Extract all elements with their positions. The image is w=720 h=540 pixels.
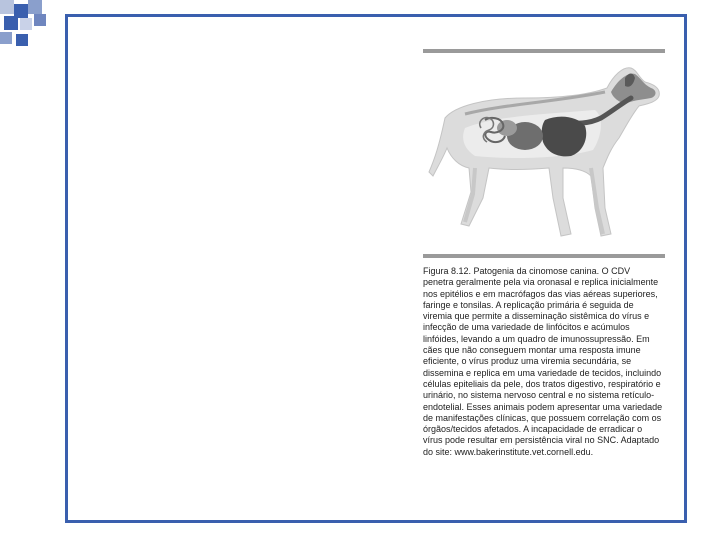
corner-square xyxy=(34,14,46,26)
corner-square xyxy=(28,0,42,14)
corner-square xyxy=(20,18,32,30)
stomach xyxy=(497,120,517,136)
corner-square xyxy=(16,34,28,46)
corner-square xyxy=(0,0,14,14)
figure-caption: Figura 8.12. Patogenia da cinomose canina. O CDV penetra geralmente pela via oronasal e replica inicialmente nos epitélios e em macrófagos das vias aéreas superiores, faringe e tonsilas. A replicação primária é seguida de viremia que permite a disseminação sistêmica do vírus e infecção de uma variedade de linfócitos e acúmulos linfóides, levando a um quadro de imunossupressão. Em cães que não conseguem montar uma resposta imune eficiente, o vírus produz uma viremia secundária, se dissemina e replica em uma variedade de tecidos, incluindo células epiteliais da pele, dos tratos digestivo, respiratório e urinário, no sistema nervoso central e no sistema retículo-endotelial. Esses animais podem apresentar uma variedade de manifestações clínicas, que possuem correlação com os órgãos/tecidos afetados. A incapacidade de erradicar o vírus pode resultar em persistência viral no SNC. Adaptado do site: www.bakerinstitute.vet.cornell.edu. xyxy=(423,266,663,457)
corner-square xyxy=(4,16,18,30)
figure-top-rule xyxy=(423,49,665,53)
corner-squares-decoration xyxy=(0,0,60,52)
figure-bottom-rule xyxy=(423,254,665,258)
corner-square xyxy=(0,32,12,44)
dog-anatomy-illustration xyxy=(425,58,665,248)
